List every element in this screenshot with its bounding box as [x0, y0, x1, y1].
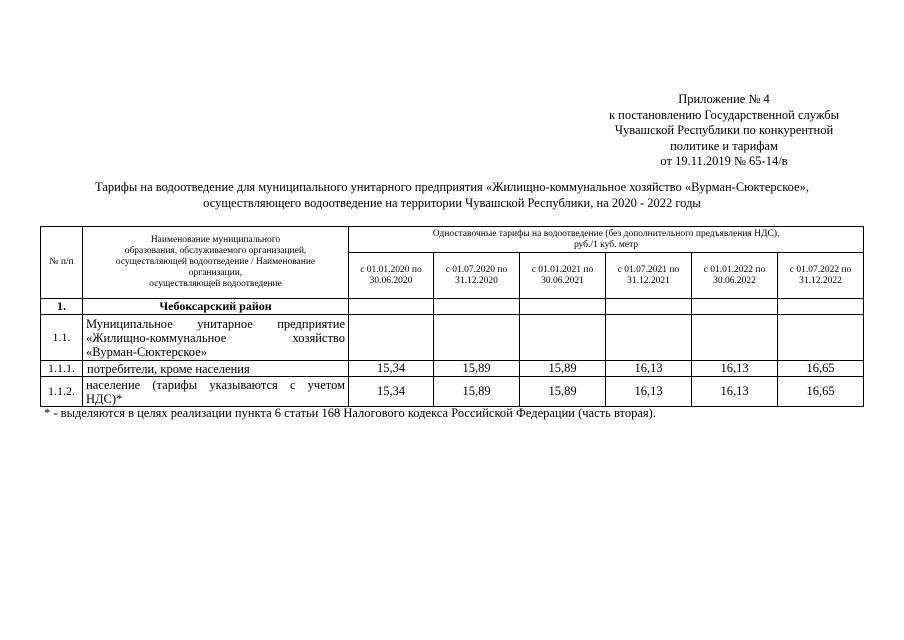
header-organization [83, 227, 349, 299]
table-row [41, 315, 864, 361]
header-organization-line: образования, обслуживаемого организацией, [124, 246, 307, 256]
header-organization-line: организации, [188, 268, 243, 278]
period-from: с 01.07.2022 по [789, 264, 852, 275]
tariff-table [40, 226, 864, 407]
empty-cell [434, 299, 520, 315]
title-line: Тарифы на водоотведение для муниципального унитарного предприятия «Жилищно-коммунальное хозяйство «Вурман-Сюктерское», [95, 180, 809, 194]
empty-cell [349, 315, 434, 361]
table-row [41, 377, 864, 407]
period-to: 31.12.2021 [627, 275, 670, 286]
tariff-value: 16,65 [778, 361, 864, 377]
header-period [778, 253, 864, 299]
organization-name-line: «Вурман-Сюктерское» [86, 344, 207, 359]
empty-cell [606, 315, 692, 361]
footnote: * - выделяются в целях реализации пункта 6 статьи 168 Налогового кодекса Российской Федерации (часть вторая). [44, 406, 656, 420]
district-name: Чебоксарский район [83, 299, 349, 315]
empty-cell [692, 299, 778, 315]
header-period [606, 253, 692, 299]
appendix-line: к постановлению Государственной службы [608, 107, 840, 122]
tariff-value: 16,13 [692, 377, 778, 407]
empty-cell [606, 299, 692, 315]
period-from: с 01.01.2021 по [531, 264, 594, 275]
row-number: 1.1. [41, 315, 83, 361]
organization-name [83, 315, 349, 361]
header-period [692, 253, 778, 299]
header-organization-line: осуществляющей водоотведение / Наименование [115, 257, 316, 267]
header-organization-line: осуществляющей водоотведение [149, 279, 282, 289]
consumer-category-line: население (тарифы указываются с учетом [86, 377, 345, 392]
tariff-value: 15,34 [349, 377, 434, 407]
period-from: с 01.01.2022 по [703, 264, 766, 275]
header-period [520, 253, 606, 299]
organization-name-line: «Жилищно-коммунальное хозяйство [86, 330, 345, 345]
appendix-line: Чувашской Республики по конкурентной [614, 123, 834, 138]
consumer-category [83, 377, 349, 407]
document-title [40, 180, 864, 211]
period-to: 31.12.2022 [799, 275, 842, 286]
row-number: 1.1.1. [41, 361, 83, 377]
tariff-value: 15,89 [434, 361, 520, 377]
tariff-value: 15,89 [520, 361, 606, 377]
period-from: с 01.01.2020 по [360, 264, 422, 275]
table-row [41, 299, 864, 315]
header-tariff-group-line: руб./1 куб. метр [573, 239, 639, 250]
header-organization-line: Наименование муниципального [150, 235, 281, 245]
tariff-value: 15,89 [434, 377, 520, 407]
period-to: 30.06.2020 [369, 275, 413, 286]
appendix-line: Приложение № 4 [678, 92, 770, 106]
tariff-value: 16,13 [606, 361, 692, 377]
appendix-date-line: от 19.11.2019 № 65-14/в [660, 154, 788, 169]
empty-cell [778, 315, 864, 361]
empty-cell [434, 315, 520, 361]
organization-name-line: Муниципальное унитарное предприятие [86, 316, 345, 331]
period-from: с 01.07.2021 по [617, 264, 680, 275]
period-from: с 01.07.2020 по [445, 264, 508, 275]
period-to: 30.06.2022 [713, 275, 756, 286]
header-number: № п/п [41, 227, 83, 299]
table-row [41, 361, 864, 377]
header-period [434, 253, 520, 299]
appendix-line: политике и тарифам [670, 138, 778, 153]
tariff-value: 16,13 [692, 361, 778, 377]
empty-cell [520, 315, 606, 361]
header-period [349, 253, 434, 299]
consumer-category: потребители, кроме населения [83, 361, 349, 377]
empty-cell [692, 315, 778, 361]
tariff-value: 16,13 [606, 377, 692, 407]
empty-cell [349, 299, 434, 315]
empty-cell [520, 299, 606, 315]
row-number: 1. [41, 299, 83, 315]
period-to: 30.06.2021 [541, 275, 584, 286]
row-number: 1.1.2. [41, 377, 83, 407]
tariff-value: 15,89 [520, 377, 606, 407]
tariff-value: 15,34 [349, 361, 434, 377]
appendix-header [600, 92, 848, 170]
header-tariff-group-line: Одноставочные тарифы на водоотведение (без дополнительного предъявления НДС), [432, 228, 780, 239]
tariff-value: 16,65 [778, 377, 864, 407]
period-to: 31.12.2020 [455, 275, 498, 286]
consumer-category-line: НДС)* [86, 391, 123, 406]
empty-cell [778, 299, 864, 315]
header-tariff-group [349, 227, 864, 253]
title-line: осуществляющего водоотведение на территории Чувашской Республики, на 2020 - 2022 годы [203, 195, 701, 210]
